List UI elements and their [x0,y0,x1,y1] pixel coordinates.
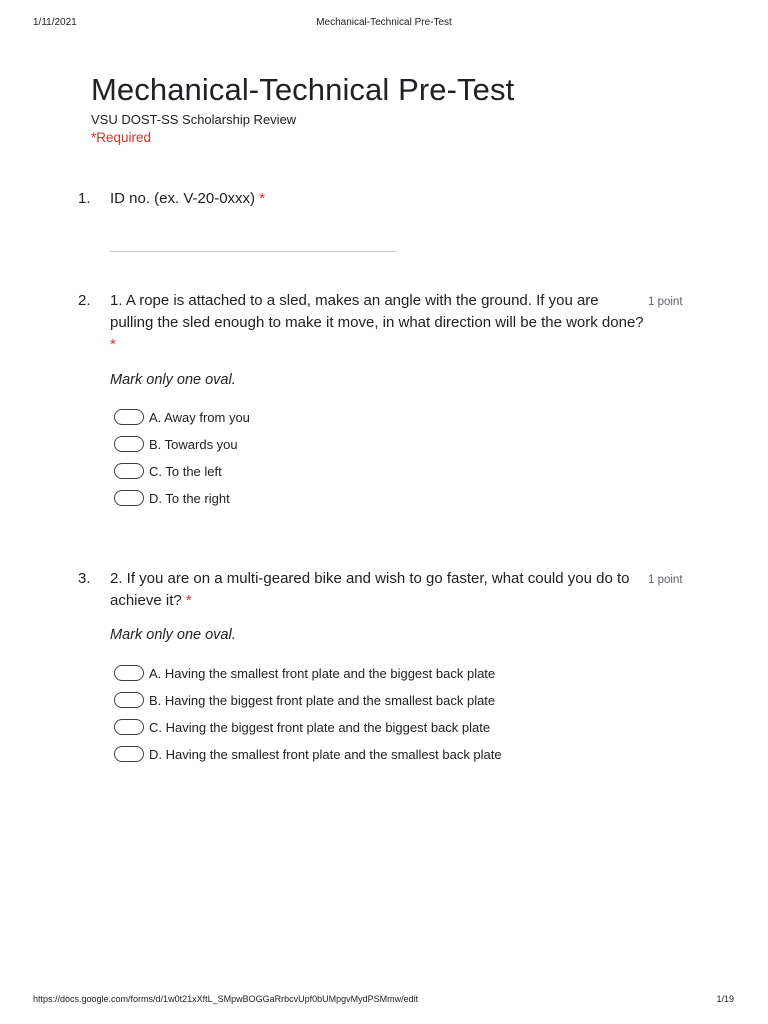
print-header [0,17,768,31]
option-label: C. To the left [149,463,222,479]
option-label: A. Away from you [149,409,250,425]
option-d[interactable] [114,489,230,507]
page-number: 1/19 [716,994,734,1004]
option-b[interactable] [114,691,495,709]
radio-oval[interactable] [114,665,144,681]
option-a[interactable] [114,664,495,682]
question-text [110,290,645,356]
radio-oval[interactable] [114,692,144,708]
option-label: B. Having the biggest front plate and the smallest back plate [149,692,496,708]
option-label: A. Having the smallest front plate and the biggest back plate [149,665,496,681]
form-description: VSU DOST-SS Scholarship Review [91,112,297,127]
mark-hint: Mark only one oval. [110,627,236,643]
radio-oval[interactable] [114,490,144,506]
print-date: 1/11/2021 [33,17,77,28]
question-text [110,188,645,210]
print-url[interactable]: https://docs.google.com/forms/d/1w0t21xXftL_SMpwBOGGaRrbcvUpf0bUMpgvMydPSMmw/edit [33,994,419,1004]
print-footer [0,994,768,1008]
required-asterisk: * [110,336,116,353]
required-note: *Required [91,130,152,145]
question-points: 1 point [648,574,683,586]
form-title: Mechanical-Technical Pre-Test [91,72,515,107]
id-answer-field[interactable] [110,251,397,252]
question-points: 1 point [648,296,683,308]
radio-oval[interactable] [114,409,144,425]
mark-hint: Mark only one oval. [110,372,236,388]
required-asterisk: * [259,190,266,207]
question-number: 2. [78,292,91,309]
question-label: ID no. (ex. V-20-0xxx) [110,190,256,207]
option-c[interactable] [114,718,490,736]
print-title: Mechanical-Technical Pre-Test [316,17,452,28]
option-d[interactable] [114,745,502,763]
question-label: 2. If you are on a multi-geared bike and wish to go faster, what could you do to achieve it? [110,570,630,609]
required-asterisk: * [185,592,192,609]
option-a[interactable] [114,408,250,426]
option-label: B. Towards you [149,436,238,452]
option-label: C. Having the biggest front plate and the biggest back plate [149,719,491,735]
question-text [110,568,645,612]
option-b[interactable] [114,435,238,453]
question-number: 3. [78,570,91,587]
question-number: 1. [78,190,91,207]
option-label: D. Having the smallest front plate and the smallest back plate [149,746,502,762]
radio-oval[interactable] [114,746,144,762]
option-label: D. To the right [149,490,230,506]
radio-oval[interactable] [114,463,144,479]
question-label: 1. A rope is attached to a sled, makes an angle with the ground. If you are pulling the sled enough to make it move, in what direction will be the work done? [110,292,644,331]
radio-oval[interactable] [114,436,144,452]
radio-oval[interactable] [114,719,144,735]
option-c[interactable] [114,462,222,480]
